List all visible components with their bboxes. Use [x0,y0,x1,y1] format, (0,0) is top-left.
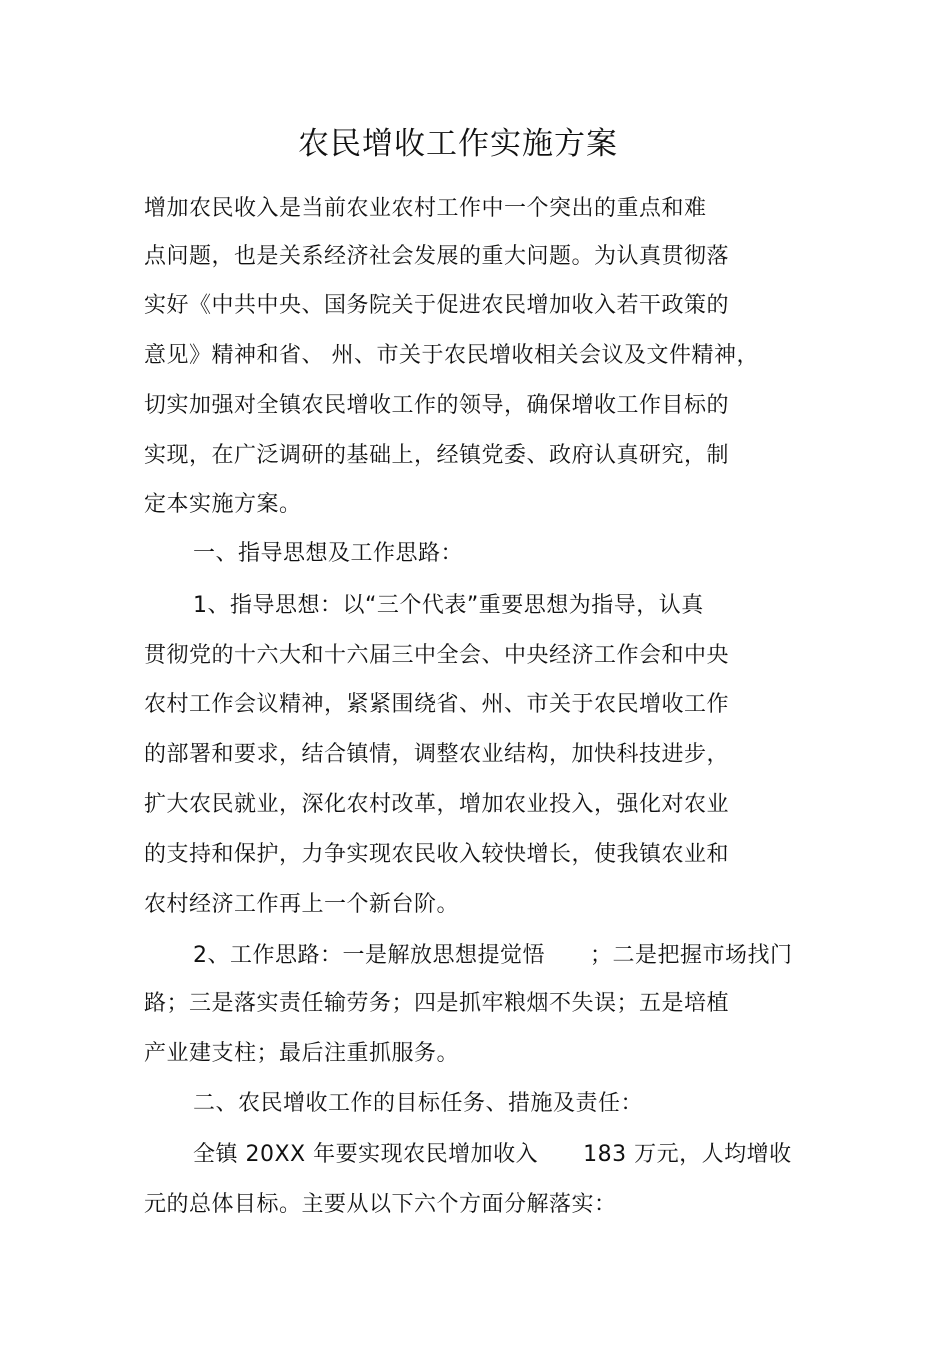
paragraph-line: 定本实施方案。 [144,492,302,517]
section-heading: 一、指导思想及工作思路： [193,541,464,566]
paragraph-line: 1、指导思想：以“三个代表”重要思想为指导，认真 [193,593,704,618]
paragraph-line: 点问题，也是关系经济社会发展的重大问题。为认真贯彻落 [144,244,730,269]
paragraph-line: 农村经济工作再上一个新台阶。 [144,892,460,917]
paragraph-line: 扩大农民就业，深化农村改革，增加农业投入，强化对农业 [144,792,730,817]
paragraph-line: 实现，在广泛调研的基础上，经镇党委、政府认真研究，制 [144,443,730,468]
paragraph-line: 的支持和保护，力争实现农民收入较快增长，使我镇农业和 [144,842,730,867]
paragraph-line: 2、工作思路：一是解放思想提觉悟 ；二是把握市场找门 [193,943,793,968]
paragraph-line: 贯彻党的十六大和十六届三中全会、中央经济工作会和中央 [144,643,730,668]
paragraph-line: 农村工作会议精神，紧紧围绕省、州、市关于农民增收工作 [144,692,730,717]
paragraph-line: 的部署和要求，结合镇情，调整农业结构，加快科技进步， [144,742,730,767]
paragraph-line: 增加农民收入是当前农业农村工作中一个突出的重点和难 [144,196,707,221]
paragraph-line: 产业建支柱；最后注重抓服务。 [144,1041,460,1066]
paragraph-line: 全镇 20XX 年要实现农民增加收入 183 万元，人均增收 [193,1142,792,1167]
paragraph-line: 路；三是落实责任输劳务；四是抓牢粮烟不失误；五是培植 [144,991,730,1016]
paragraph-line: 实好《中共中央、国务院关于促进农民增加收入若干政策的 [144,293,730,318]
section-heading: 二、农民增收工作的目标任务、措施及责任： [193,1091,644,1116]
paragraph-line: 意见》精神和省、 州、市关于农民增收相关会议及文件精神， [144,343,759,368]
document-title: 农民增收工作实施方案 [298,126,618,162]
paragraph-line: 元的总体目标。主要从以下六个方面分解落实： [144,1192,617,1217]
paragraph-line: 切实加强对全镇农民增收工作的领导，确保增收工作目标的 [144,393,730,418]
